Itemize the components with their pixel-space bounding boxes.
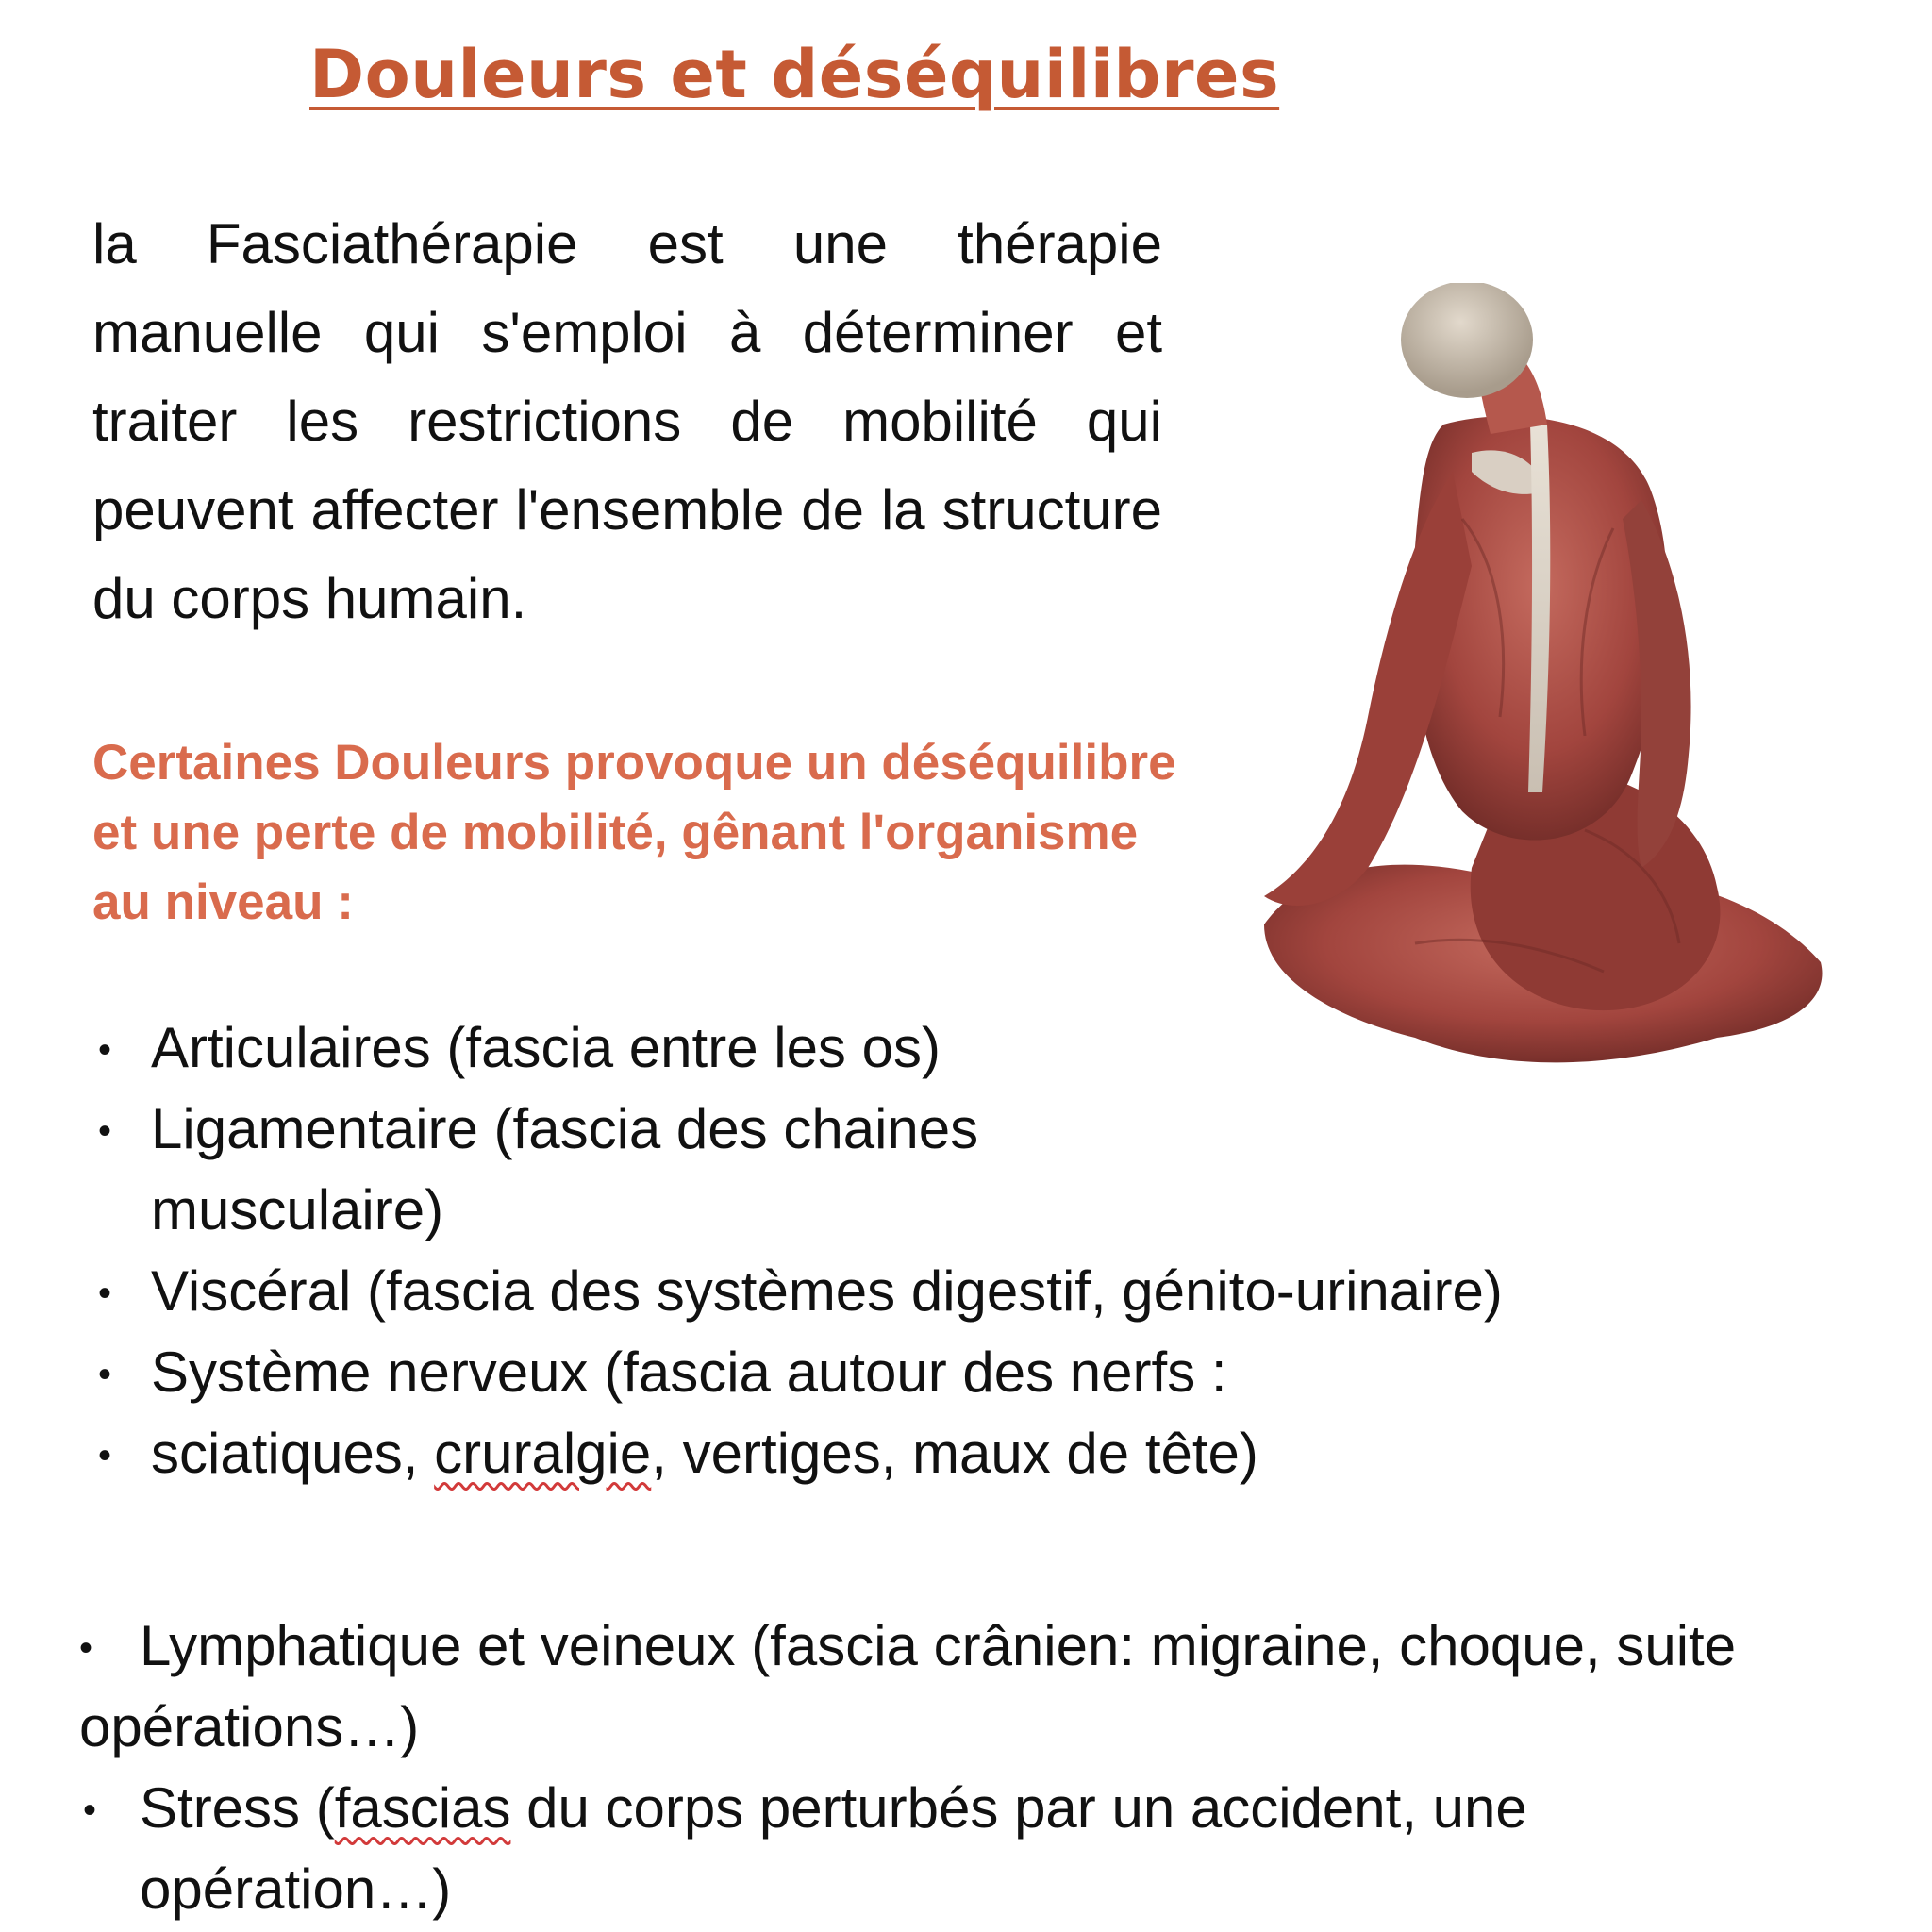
- list-item: • Système nerveux (fascia autour des nerfs :: [151, 1332, 1811, 1413]
- list-item-text: Stress (: [140, 1776, 335, 1840]
- spellcheck-flagged-word: cruralgie: [434, 1422, 652, 1485]
- page-title: Douleurs et déséquilibres: [309, 36, 1280, 113]
- list-item-text: Lymphatique et veineux (fascia crânien: migraine, choque, suite opérations…): [79, 1614, 1737, 1758]
- list-item-text: sciatiques,: [151, 1422, 435, 1485]
- muscle-anatomy-figure: [1226, 283, 1868, 1094]
- list-item-text: , vertiges, maux de tête): [651, 1422, 1258, 1485]
- spellcheck-flagged-word: fascias: [334, 1776, 511, 1840]
- lead-paragraph: Certaines Douleurs provoque un déséquilibre et une perte de mobilité, gênant l'organisme au niveau :: [92, 735, 1176, 930]
- list-item: • Viscéral (fascia des systèmes digestif, génito-urinaire): [151, 1251, 1811, 1332]
- intro-paragraph: la Fasciathérapie est une thérapie manuelle qui s'emploi à déterminer et traiter les restrictions de mobilité qui peuvent affecter l'ensemble de la structure du corps humain.: [92, 212, 1162, 630]
- list-item: • Articulaires (fascia entre les os): [151, 1008, 1811, 1089]
- additional-list: [79, 1606, 1838, 1930]
- list-item-text: du corps perturbés par un accident, une opération…): [140, 1776, 1527, 1921]
- list-item: [140, 1768, 1838, 1930]
- list-item: [151, 1413, 1811, 1494]
- head-shape: [1401, 283, 1533, 398]
- list-item: [79, 1606, 1838, 1768]
- list-item: • Ligamentaire (fascia des chaines musculaire): [151, 1089, 1170, 1251]
